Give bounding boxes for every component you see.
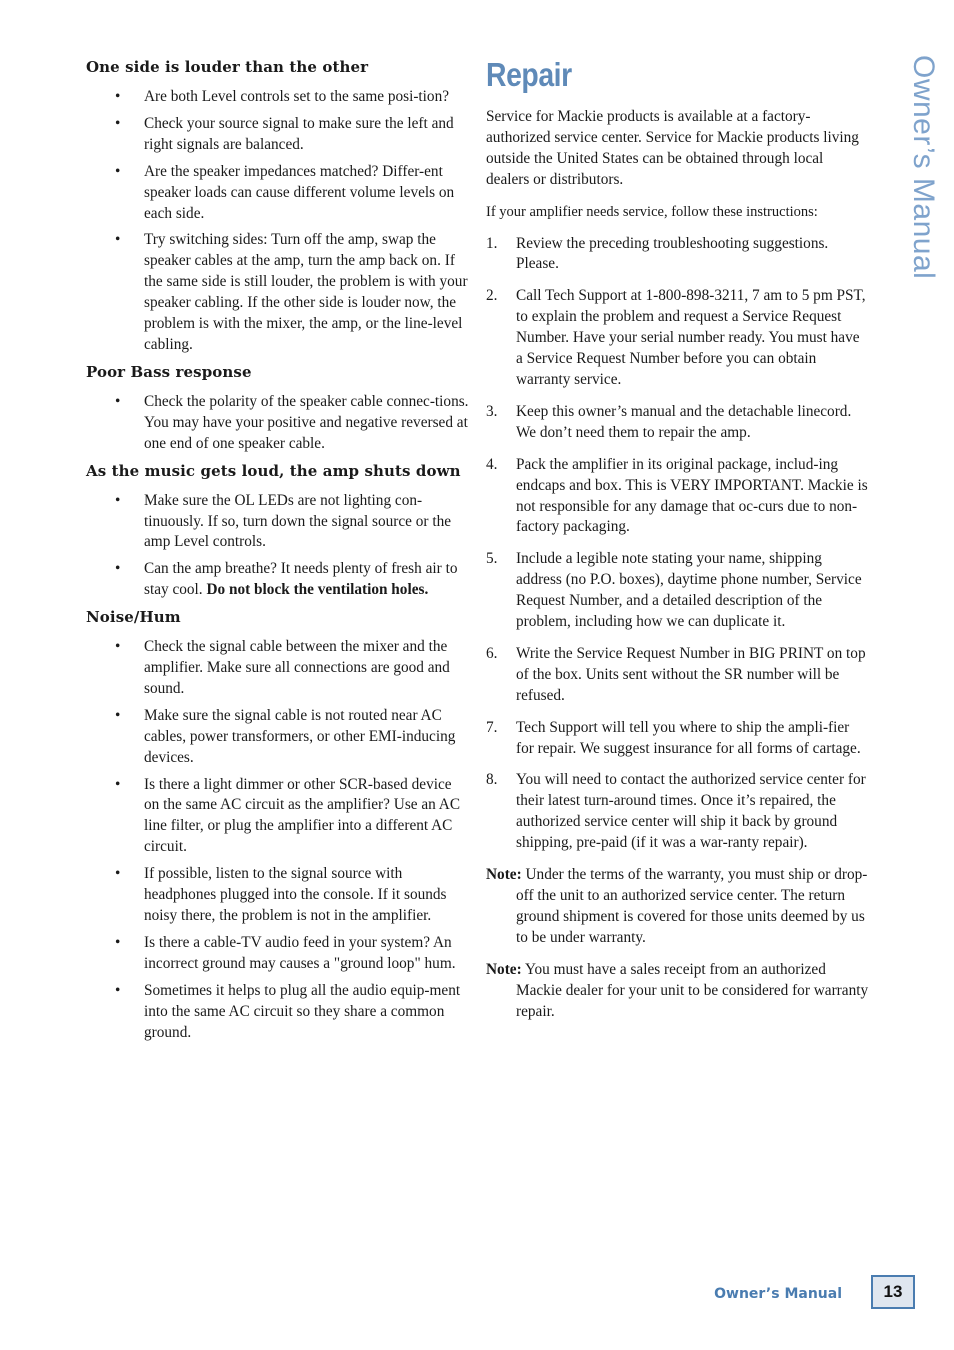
step-number: 8. [486,771,498,789]
bullet-list [86,87,470,356]
bullet-icon: • [115,775,121,793]
step-number: 5. [486,550,498,568]
step-item: 2. Call Tech Support at 1-800-898-3211, 7 am to 5 pm PST, to explain the problem and request a Service Request Number. Have your serial number ready. You must have a Service Request Number before you can obtain warranty service. [486,287,866,388]
step-item: 8. You will need to contact the authorized service center for their latest turn-around times. Once it’s repaired, the authorized service center will ship it back by ground shipping, pre-paid (if it was a war-ranty repair). [486,771,866,852]
bullet-list [86,491,470,602]
page-number: 13 [871,1275,915,1309]
list-item: • Try switching sides: Turn off the amp, swap the speaker cables at the amp, turn the amp back on. If the same side is still louder, the problem is with your speaker cabling. If the other side is louder now, the problem is with the mixer, the amp, or the line-level cabling. [115,231,468,353]
list-item: • Check your source signal to make sure the left and right signals are balanced. [115,114,454,153]
bullet-icon: • [115,560,121,578]
list-item: • Make sure the signal cable is not routed near AC cables, power transformers, or other EMI-inducing devices. [115,706,456,766]
list-item: • Check the signal cable between the mixer and the amplifier. Make sure all connections are good and sound. [115,638,450,697]
step-item: 7. Tech Support will tell you where to ship the ampli-fier for repair. We suggest insurance for all forms of cartage. [486,718,861,757]
bullet-icon: • [115,88,121,105]
bullet-list [86,637,470,1043]
list-item: • Sometimes it helps to plug all the audio equip-ment into the same AC circuit so they share a common ground. [115,981,461,1041]
bullet-icon: • [115,231,121,249]
section-poor-bass [86,362,470,455]
section-amp-shuts-down [86,461,470,602]
step-number: 7. [486,718,498,736]
step-number: 4. [486,455,498,473]
list-item: • Are both Level controls set to the same posi-tion? [86,87,470,108]
list-item: • Is there a cable-TV audio feed in your system? An incorrect ground may causes a "ground loop" hum. [115,933,456,972]
instructions-lead: If your amplifier needs service, follow these instructions: [486,203,818,220]
section-louder-side [86,57,470,356]
list-item: • Can the amp breathe? It needs plenty of fresh air to stay cool. Do not block the ventilation holes. [115,560,458,599]
bullet-icon: • [115,392,121,410]
bullet-icon: • [115,162,121,180]
troubleshooting-column [86,57,470,1049]
bullet-list [86,392,470,455]
repair-intro: Service for Mackie products is available at a factory-authorized service center. Service for Mackie products living outside the United States can be obtained through local dealers or distributors. [486,108,859,188]
step-item: 3. Keep this owner’s manual and the detachable linecord. We don’t need them to repair the amp. [486,402,852,441]
list-item: • Are the speaker impedances matched? Differ-ent speaker loads can cause different volume levels on each side. [115,162,455,222]
note-label: Note: [486,960,522,978]
section-heading: Poor Bass response [86,362,252,381]
side-title-text: Owner’s Manual [907,55,940,280]
side-title [906,55,940,325]
footer-label: Owner’s Manual [714,1286,842,1302]
bullet-icon: • [115,706,121,724]
warning-text: Do not block the ventilation holes. [206,581,429,599]
step-item: 5. Include a legible note stating your name, shipping address (no P.O. boxes), daytime phone number, Service Request Number, and a detailed description of the problem, including how we can duplicate it. [486,550,862,631]
list-item: • Check the polarity of the speaker cable connec-tions. You may have your positive and negative reversed at one end of one speaker cable. [115,392,469,452]
bullet-icon: • [115,638,121,656]
list-item: • Is there a light dimmer or other SCR-based device on the same AC circuit as the amplifier? Use an AC line filter, or plug the amplifier into a different AC circuit. [115,775,461,856]
step-number: 3. [486,402,498,420]
section-heading: Noise/Hum [86,608,181,627]
repair-steps [486,234,870,855]
step-number: 2. [486,287,498,305]
warranty-note: Note: Under the terms of the warranty, you must ship or drop-off the unit to an authorized service center. The return ground shipment is covered for those units deemed by us to be under warranty. [486,866,868,946]
bullet-icon: • [115,981,121,999]
step-item: 6. Write the Service Request Number in BIG PRINT on top of the box. Units sent without the SR number will be refused. [486,644,866,704]
step-item: 1. Review the preceding troubleshooting suggestions. Please. [486,234,829,273]
bullet-icon: • [115,933,121,951]
step-item: 4. Pack the amplifier in its original package, includ-ing endcaps and box. This is VERY IMPORTANT. Mackie is not responsible for any damage that oc-curs due to non-factory packaging. [486,455,868,536]
section-heading: As the music gets loud, the amp shuts down [86,461,461,480]
note-label: Note: [486,866,522,884]
step-number: 6. [486,644,498,662]
bullet-icon: • [115,114,121,132]
list-item: • Make sure the OL LEDs are not lighting con-tinuously. If so, turn down the signal source or the amp Level controls. [115,491,452,551]
receipt-note: Note: You must have a sales receipt from an authorized Mackie dealer for your unit to be considered for warranty repair. [486,960,869,1020]
section-noise-hum [86,607,470,1043]
bullet-icon: • [115,865,121,883]
bullet-icon: • [115,491,121,509]
list-item: • If possible, listen to the signal source with headphones plugged into the console. If it sounds noisy there, the problem is not in the amplifier. [115,865,447,924]
section-heading: One side is louder than the other [86,58,369,76]
repair-column [486,57,870,1033]
page-title: Repair [486,56,572,93]
step-number: 1. [486,234,498,252]
